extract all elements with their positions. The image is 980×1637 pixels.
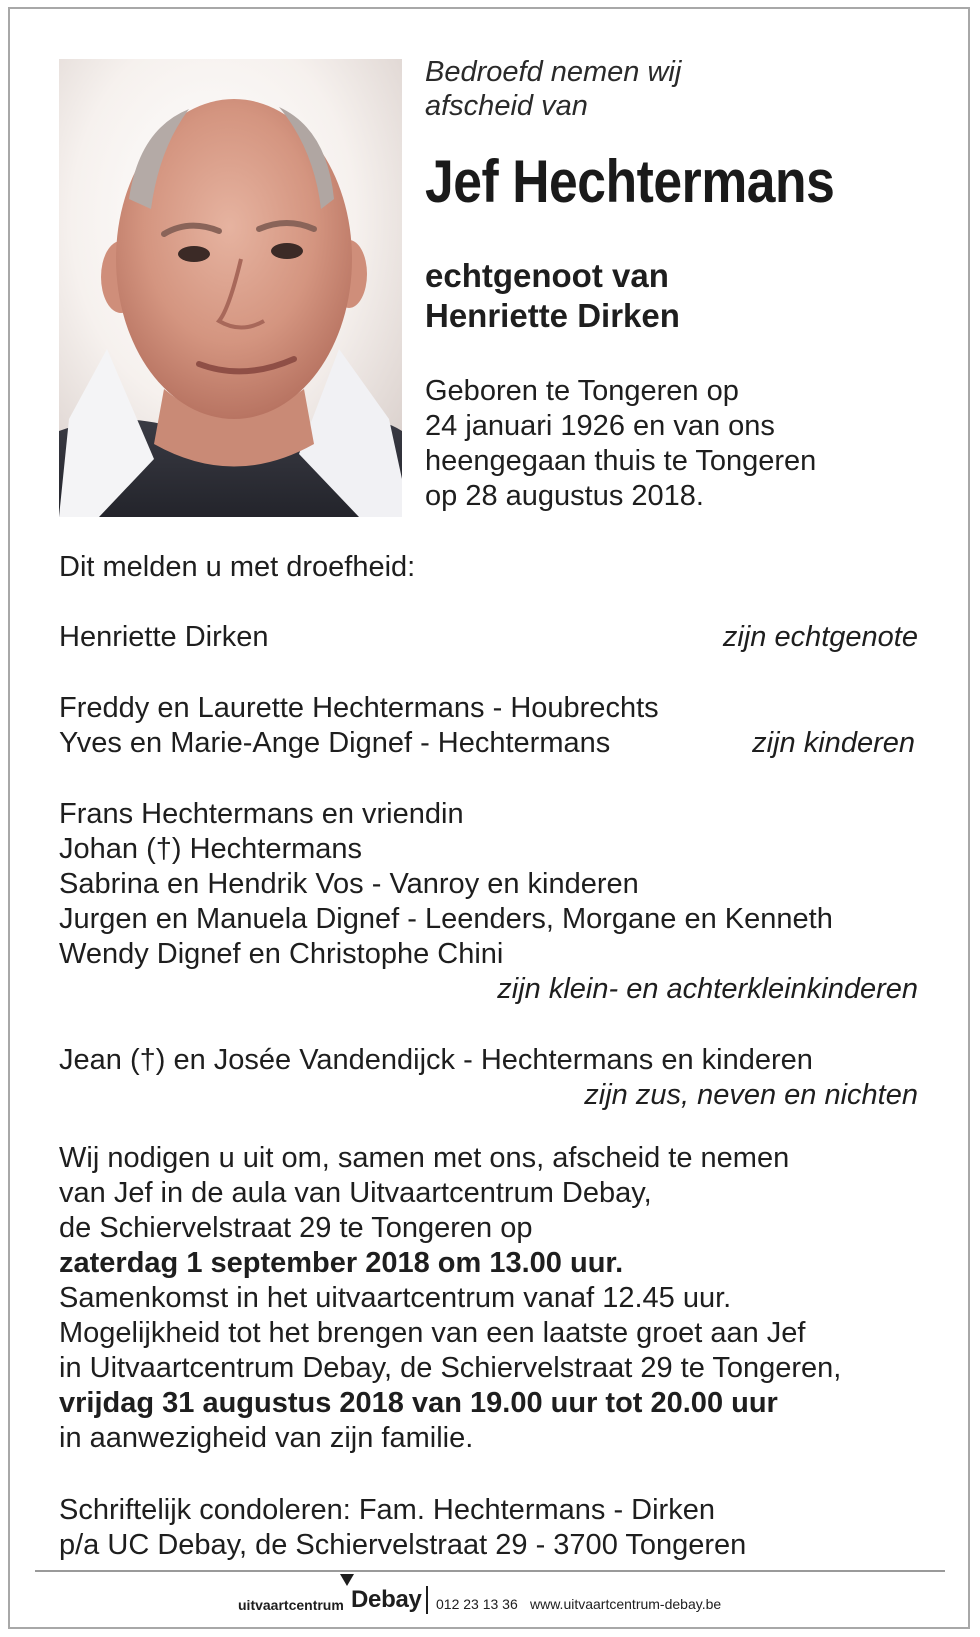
birth-death-line: Geboren te Tongeren op <box>425 375 739 407</box>
family-grandchild: Frans Hechtermans en vriendin <box>59 798 464 830</box>
birth-death-details <box>425 374 816 514</box>
footer-website: www.uitvaartcentrum-debay.be <box>530 1596 722 1612</box>
spouse-heading-line: echtgenoot van <box>425 257 669 294</box>
spouse-heading <box>425 256 680 336</box>
footer <box>0 1582 980 1618</box>
family-child: Freddy en Laurette Hechtermans - Houbrechts <box>59 692 659 724</box>
family-grandchild: Johan (†) Hechtermans <box>59 833 363 865</box>
footer-phone: 012 23 13 36 <box>436 1596 518 1612</box>
footer-brand-prefix: uitvaartcentrum <box>238 1597 344 1613</box>
family-spouse-role: zijn echtgenote <box>722 621 918 653</box>
deceased-name: Jef Hechtermans <box>425 148 835 215</box>
visitation-date: vrijdag 31 augustus 2018 van 19.00 uur tot 20.00 uur <box>59 1387 778 1419</box>
family-grandchild: Wendy Dignef en Christophe Chini <box>59 938 504 970</box>
children-role: zijn kinderen <box>752 727 915 759</box>
service-text: in Uitvaartcentrum Debay, de Schiervelstraat 29 te Tongeren, <box>59 1352 842 1384</box>
family-spouse-name: Henriette Dirken <box>59 621 269 653</box>
portrait-photo <box>59 59 402 517</box>
service-text: Samenkomst in het uitvaartcentrum vanaf 12.45 uur. <box>59 1282 732 1314</box>
service-text: Mogelijkheid tot het brengen van een laatste groet aan Jef <box>59 1317 806 1349</box>
family-grandchild: Jurgen en Manuela Dignef - Leenders, Morgane en Kenneth <box>59 903 833 935</box>
intro-line: afscheid van <box>425 90 588 122</box>
birth-death-line: 24 januari 1926 en van ons <box>425 410 775 442</box>
service-date: zaterdag 1 september 2018 om 13.00 uur. <box>59 1247 624 1279</box>
service-text: de Schiervelstraat 29 te Tongeren op <box>59 1212 533 1244</box>
sister-role: zijn zus, neven en nichten <box>584 1079 918 1111</box>
announce-text: Dit melden u met droefheid: <box>59 551 416 583</box>
footer-divider <box>35 1570 945 1572</box>
footer-brand-name: Debay <box>351 1586 422 1613</box>
family-child: Yves en Marie-Ange Dignef - Hechtermans <box>59 727 611 759</box>
grandchildren-role: zijn klein- en achterkleinkinderen <box>497 973 918 1005</box>
footer-separator <box>426 1586 428 1614</box>
family-sister: Jean (†) en Josée Vandendijck - Hechtermans en kinderen <box>59 1044 813 1076</box>
service-text: Wij nodigen u uit om, samen met ons, afscheid te nemen <box>59 1142 790 1174</box>
spouse-heading-line: Henriette Dirken <box>425 297 680 334</box>
condolence-address: p/a UC Debay, de Schiervelstraat 29 - 3700 Tongeren <box>59 1529 747 1561</box>
service-text: van Jef in de aula van Uitvaartcentrum Debay, <box>59 1177 652 1209</box>
birth-death-line: heengegaan thuis te Tongeren <box>425 445 817 477</box>
birth-death-line: op 28 augustus 2018. <box>425 480 704 512</box>
intro-line: Bedroefd nemen wij <box>425 56 682 88</box>
condolence-text: Schriftelijk condoleren: Fam. Hechtermans - Dirken <box>59 1494 715 1526</box>
family-grandchild: Sabrina en Hendrik Vos - Vanroy en kinderen <box>59 868 639 900</box>
intro-text <box>425 55 681 123</box>
service-text: in aanwezigheid van zijn familie. <box>59 1422 474 1454</box>
